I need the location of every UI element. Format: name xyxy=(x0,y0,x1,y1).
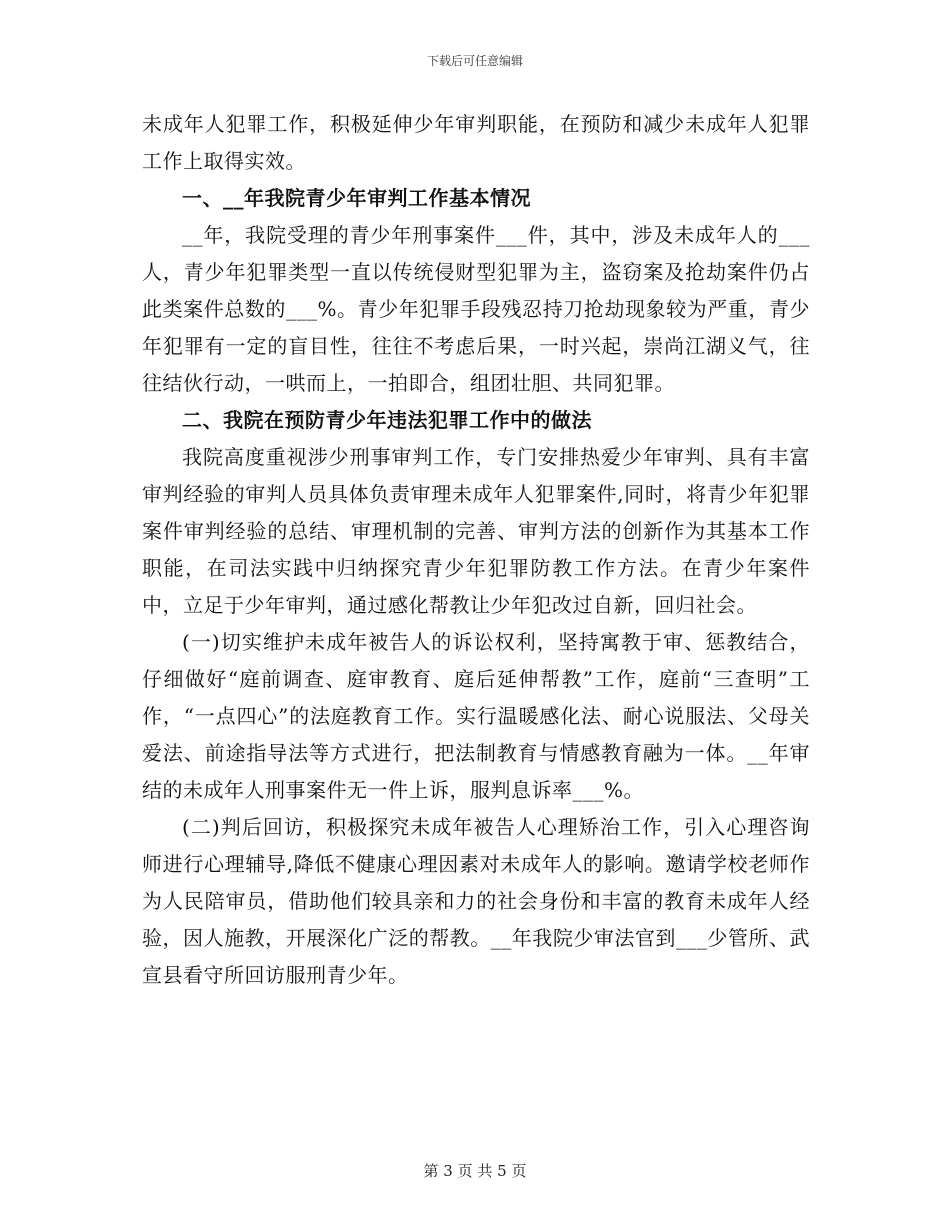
section-heading-1: 一、__年我院青少年审判工作基本情况 xyxy=(182,186,531,210)
page-number-footer: 第 3 页 共 5 页 xyxy=(423,1162,527,1180)
paragraph-practices-intro: 我院高度重视涉少刑事审判工作，专门安排热爱少年审判、具有丰富审判经验的审判人员具体负责审理未成年人犯罪案件,同时，将青少年犯罪案件审判经验的总结、审理机制的完善、审判方法的创新作为其基本工作职能，在司法实践中归纳探究青少年犯罪防教工作方法。在青少年案件中，立足于少年审判，通过感化帮教让少年犯改过自新，回归社会。 xyxy=(142,445,810,617)
paragraph-basic-situation: __年，我院受理的青少年刑事案件___件，其中，涉及未成年人的___人，青少年犯罪类型一直以传统侵财型犯罪为主，盗窃案及抢劫案件仍占此类案件总数的___%。青少年犯罪手段残忍持刀抢劫现象较为严重，青少年犯罪有一定的盲目性，往往不考虑后果，一时兴起，崇尚江湖义气，往往结伙行动，一哄而上，一拍即合，组团壮胆、共同犯罪。 xyxy=(142,223,810,395)
section-heading-2: 二、我院在预防青少年违法犯罪工作中的做法 xyxy=(182,408,592,432)
paragraph-item-2: (二)判后回访，积极探究未成年被告人心理矫治工作，引入心理咨询师进行心理辅导,降低不健康心理因素对未成年人的影响。邀请学校老师作为人民陪审员，借助他们较具亲和力的社会身份和丰富的教育未成年人经验，因人施教，开展深化广泛的帮教。__年我院少审法官到___少管所、武宣县看守所回访服刑青少年。 xyxy=(142,815,810,987)
paragraph-continuation: 未成年人犯罪工作，积极延伸少年审判职能，在预防和减少未成年人犯罪工作上取得实效。 xyxy=(142,112,810,173)
document-body xyxy=(142,106,810,994)
page-header: 下载后可任意编辑 xyxy=(426,54,523,68)
paragraph-item-1: (一)切实维护未成年被告人的诉讼权利，坚持寓教于审、惩教结合，仔细做好“庭前调查、庭审教育、庭后延伸帮教”工作，庭前“三查明”工作，“一点四心”的法庭教育工作。实行温暖感化法、耐心说服法、父母关爱法、前途指导法等方式进行，把法制教育与情感教育融为一体。__年审结的未成年人刑事案件无一件上诉，服判息诉率___%。 xyxy=(142,630,810,802)
